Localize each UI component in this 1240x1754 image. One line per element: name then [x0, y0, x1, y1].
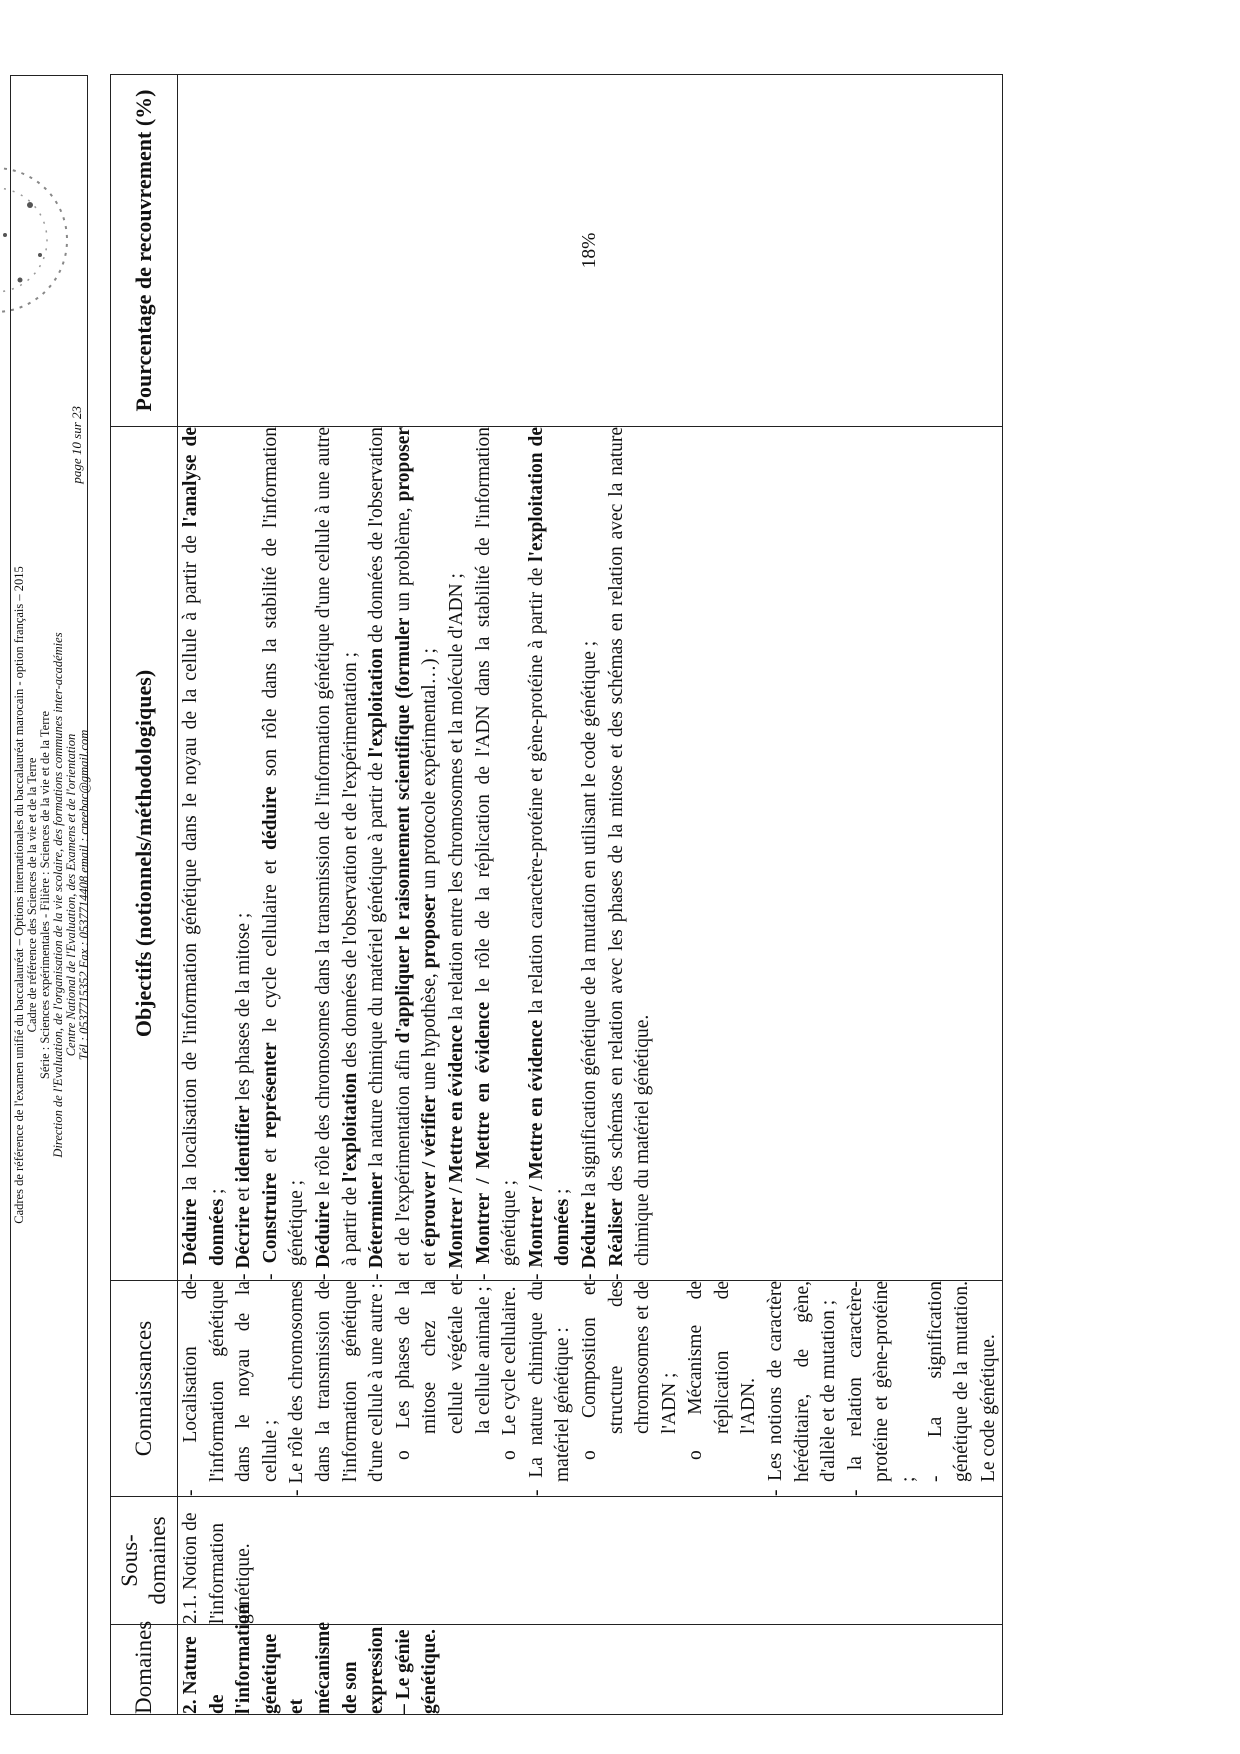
connaissances-cell	[178, 1281, 1003, 1497]
objectif-bold: l'exploitation de données	[525, 426, 574, 1266]
footer-line-6: Tél : 0537715352 Fax : 0537714408 email : cneebac@gmail.com	[77, 729, 91, 1061]
objectif-text: des schémas en relation avec les phases de la mitose et des schémas en relation avec la nature chimique du matériel génétique.	[605, 426, 654, 1266]
objectif-text: une hypothèse,	[419, 968, 441, 1096]
objectif-text: le rôle des chromosomes dans la transmission de l'information génétique d'une cellule à une autre à partir de	[312, 426, 361, 1266]
objectif-text: la localisation de l'information génétique dans le noyau de la cellule à partir de	[180, 527, 201, 1199]
objectif-text: et	[233, 1182, 255, 1207]
objectif-text: un problème,	[392, 501, 414, 618]
objectif-item	[311, 427, 364, 1280]
objectif-text: ;	[206, 1188, 228, 1199]
objectif-text: la nature chimique du matériel génétique à partir de	[366, 757, 388, 1173]
objectif-text: de données de l'observation et de l'expérimentation afin	[366, 426, 414, 1266]
objectif-text: la relation entre les chromosomes et la molécule d'ADN ;	[445, 573, 467, 1025]
header-pourcentage: Pourcentage de recouvrement (%)	[111, 74, 178, 426]
connaissance-item: - Localisation de l'information génétique dans le noyau de la cellule ;	[178, 1281, 284, 1496]
footer-line-3: Série : Sciences expérimentales - Filière : Sciences de la vie et de la Terre	[38, 710, 52, 1080]
objectif-text: et	[419, 1247, 441, 1266]
objectif-verb: Déduire	[578, 1201, 600, 1269]
objectif-item	[444, 427, 471, 1280]
connaissance-text: La nature chimique du matériel génétique :	[525, 1281, 574, 1482]
connaissance-item: - Les notions de caractère héréditaire, de gène, d'allèle et de mutation ;	[763, 1281, 843, 1496]
objectifs-cell	[178, 426, 1003, 1280]
objectif-item	[364, 427, 444, 1280]
objectif-bold: proposer	[392, 426, 414, 502]
objectif-text: un protocole expérimental…) ;	[419, 648, 441, 894]
page-footer	[10, 75, 91, 1715]
connaissance-item: - La signification génétique de la mutation. Le code génétique.	[924, 1281, 999, 1482]
connaissance-subitem: o Composition et structure des chromosomes et de l'ADN ;	[577, 1281, 683, 1460]
objectif-verb: Construire	[259, 1172, 281, 1264]
sous-domaine-cell: 2.1. Notion de l'information génétique.	[178, 1497, 1003, 1625]
objectif-verb: Montrer / Mettre en évidence	[472, 1001, 494, 1264]
objectif-verb: Décrire	[233, 1206, 255, 1269]
footer-line-4: Direction de l'Evaluation, de l'organisation de la vie scolaire, des formations communes inter-académies	[51, 632, 65, 1158]
objectif-text: et	[259, 1138, 281, 1173]
rotated-page	[12, 75, 999, 1715]
objectif-item	[471, 427, 524, 1280]
objectif-bold: d'appliquer le raisonnement scientifique (formuler	[392, 617, 414, 1044]
objectif-text: son rôle dans la stabilité de l'information génétique ;	[259, 426, 308, 1266]
objectif-item	[524, 427, 577, 1280]
connaissance-item: - la relation caractère-protéine et gène-protéine ;	[843, 1281, 923, 1496]
header-domaines: Domaines	[111, 1625, 178, 1715]
objectif-text: la relation caractère-protéine et gène-protéine à partir de	[525, 561, 547, 1020]
objectif-item	[577, 427, 604, 1280]
footer-line-5: Centre National de l'Evaluation, des Examens et de l'orientation	[64, 733, 78, 1057]
objectif-bold: l'analyse de données	[180, 426, 228, 1266]
objectif-verb: déduire	[259, 786, 281, 850]
objectif-item	[231, 427, 258, 1280]
objectif-verb: Déduire	[180, 1198, 201, 1266]
connaissance-subitem: o Le cycle cellulaire.	[497, 1281, 524, 1460]
connaissance-item	[524, 1281, 763, 1496]
objectif-text: ;	[552, 1188, 574, 1199]
objectif-verb: Montrer / Mettre en évidence	[525, 1019, 547, 1268]
objectif-item	[178, 427, 231, 1280]
objectif-item	[258, 427, 311, 1280]
connaissance-subitem: o Mécanisme de réplication de l'ADN.	[683, 1281, 763, 1460]
objectif-text: les phases de la mitose ;	[233, 912, 255, 1106]
objectif-text: la signification génétique de la mutation en utilisant le code génétique ;	[578, 640, 600, 1202]
objectif-verb: Déduire	[312, 1201, 334, 1268]
header-connaissances: Connaissances	[111, 1281, 178, 1497]
connaissance-text: Le rôle des chromosomes dans la transmission de l'information génétique d'une cellule à une autre :	[286, 1281, 388, 1484]
objectif-verb: Réaliser	[605, 1198, 627, 1267]
connaissance-subitem: o Les phases de la mitose chez la cellule végétale et la cellule animale ;	[391, 1281, 497, 1460]
pourcentage-cell: 18%	[178, 74, 1003, 426]
objectif-item	[604, 427, 657, 1280]
header-objectifs: Objectifs (notionnels/méthodologiques)	[111, 426, 178, 1280]
objectif-verb: représenter	[259, 1042, 281, 1139]
header-sous-domaines: Sous-domaines	[111, 1497, 178, 1625]
objectif-bold: éprouver / vérifier	[419, 1095, 441, 1248]
objectif-verb: Déterminer	[366, 1172, 388, 1269]
footer-line-2: Cadre de référence des Sciences de la vie et de la Terre	[25, 757, 39, 1033]
objectif-bold: l'exploitation	[339, 1072, 361, 1183]
objectif-text: des données de l'observation et de l'expérimentation ;	[339, 651, 361, 1073]
footer-line-1: Cadres de référence de l'examen unifié du baccalauréat – Options internationales du baccalauréat marocain - option français – 2015	[12, 566, 26, 1224]
curriculum-table	[110, 74, 1003, 1715]
page-number: page 10 sur 23	[69, 406, 84, 484]
connaissance-item	[284, 1281, 523, 1496]
domaine-cell: 2. Nature de l'information génétique et mécanisme de son expression – Le génie génétique.	[178, 1625, 1003, 1715]
objectif-verb: Montrer / Mettre en évidence	[445, 1024, 467, 1269]
objectif-text: le cycle cellulaire et	[259, 849, 281, 1043]
objectif-text: le rôle de la réplication de l'ADN dans la stabilité de l'information génétique ;	[472, 427, 521, 1266]
objectif-verb: identifier	[233, 1105, 255, 1183]
objectif-bold: l'exploitation	[366, 647, 388, 758]
objectif-bold: proposer	[419, 893, 441, 969]
